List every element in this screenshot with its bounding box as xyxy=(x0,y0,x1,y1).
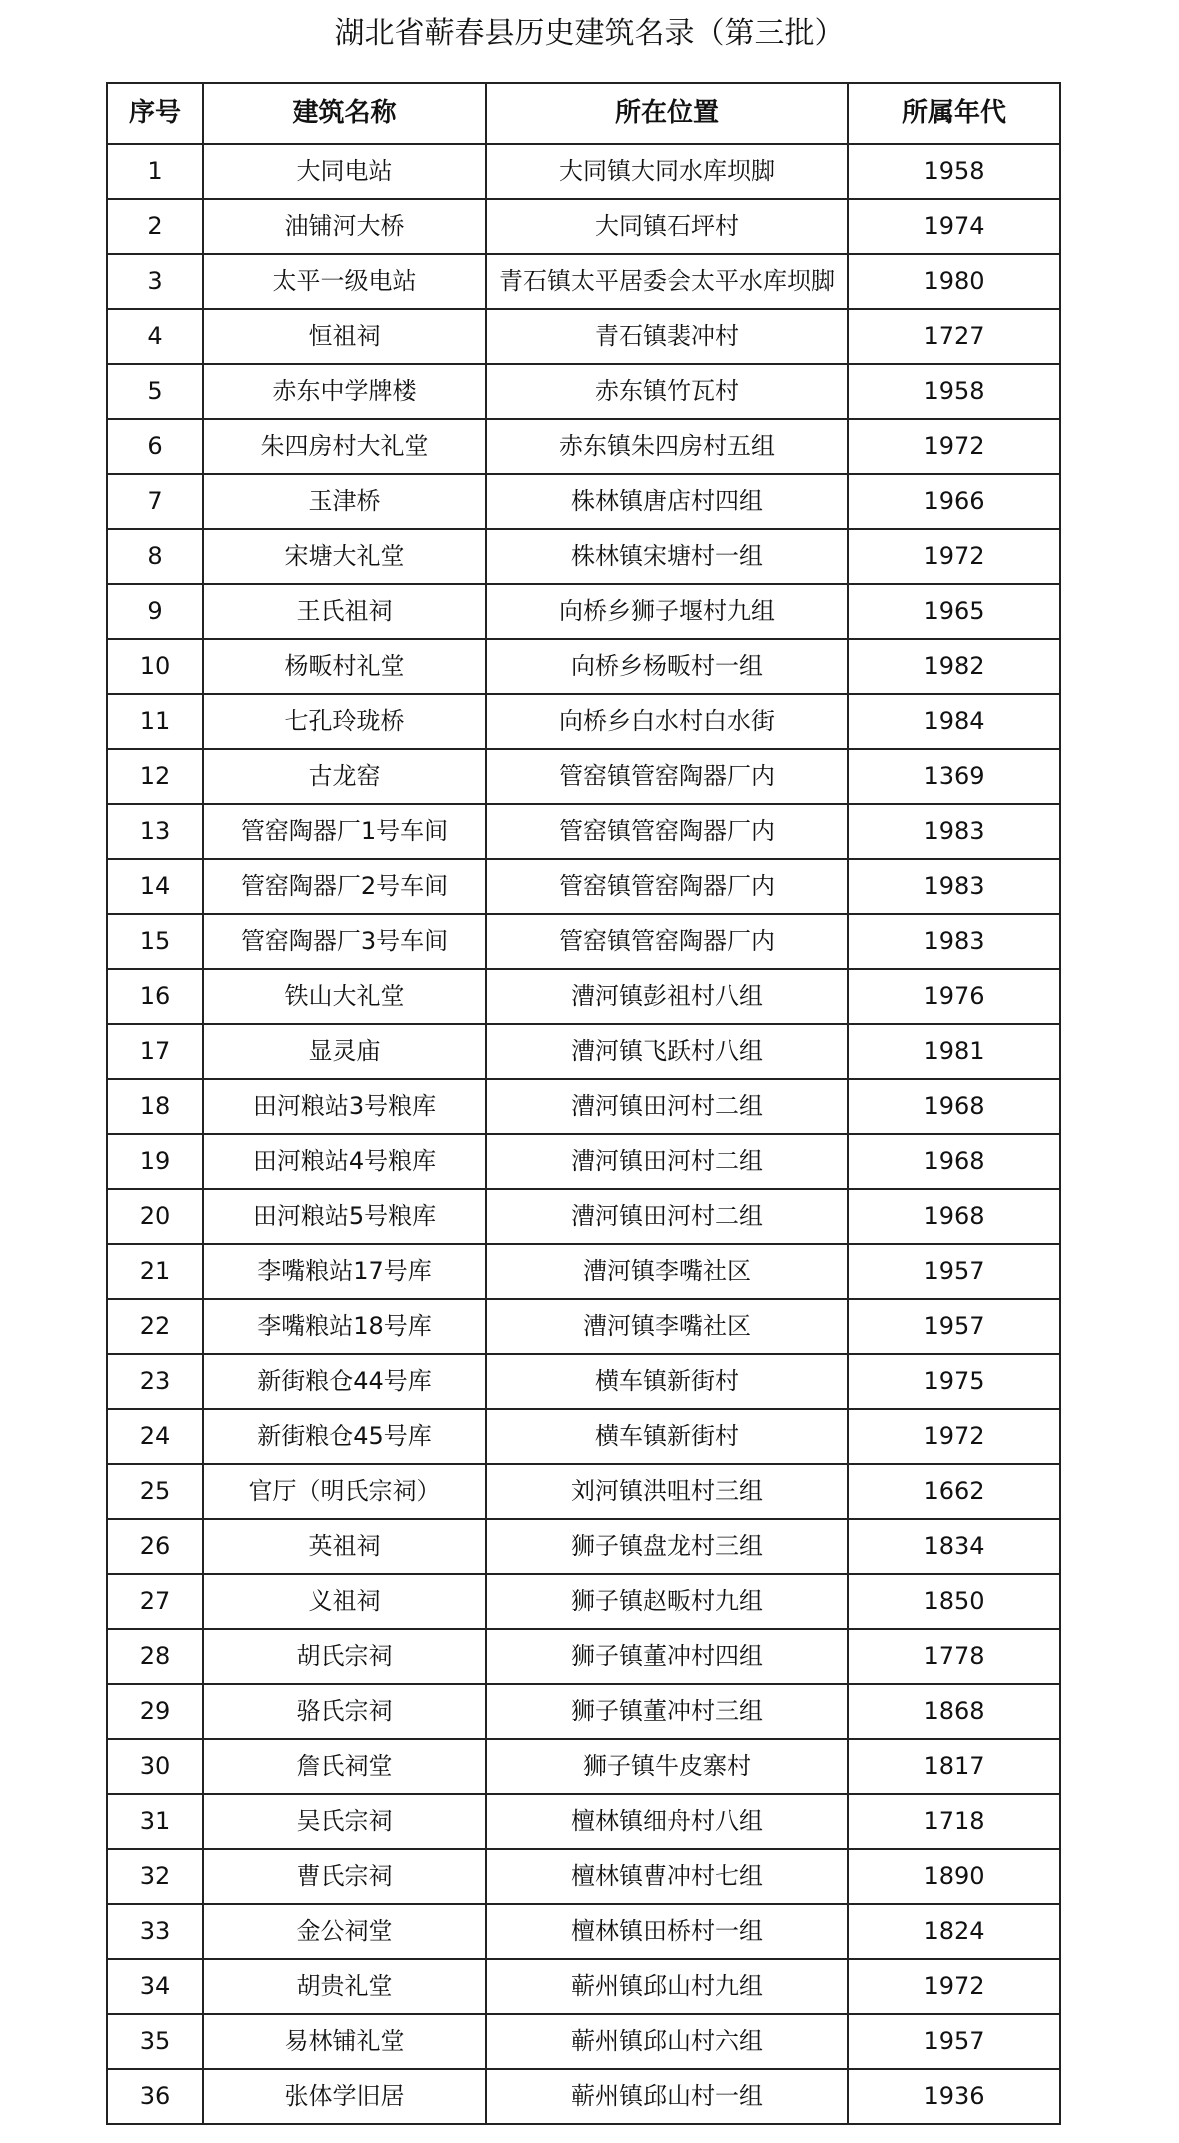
cell-location: 檀林镇细舟村八组 xyxy=(486,1794,848,1849)
cell-building-name: 杨畈村礼堂 xyxy=(203,639,486,694)
cell-building-name: 显灵庙 xyxy=(203,1024,486,1079)
cell-building-name: 赤东中学牌楼 xyxy=(203,364,486,419)
cell-location: 蕲州镇邱山村九组 xyxy=(486,1959,848,2014)
cell-building-name: 吴氏宗祠 xyxy=(203,1794,486,1849)
cell-serial-number: 33 xyxy=(107,1904,203,1959)
table-row xyxy=(107,1684,1060,1739)
table-row xyxy=(107,364,1060,419)
cell-era: 1975 xyxy=(848,1354,1060,1409)
cell-serial-number: 2 xyxy=(107,199,203,254)
cell-era: 1850 xyxy=(848,1574,1060,1629)
cell-serial-number: 25 xyxy=(107,1464,203,1519)
cell-era: 1718 xyxy=(848,1794,1060,1849)
table-row xyxy=(107,1574,1060,1629)
cell-era: 1983 xyxy=(848,859,1060,914)
cell-location: 大同镇大同水库坝脚 xyxy=(486,144,848,199)
cell-era: 1972 xyxy=(848,419,1060,474)
cell-building-name: 太平一级电站 xyxy=(203,254,486,309)
cell-location: 漕河镇田河村二组 xyxy=(486,1134,848,1189)
cell-serial-number: 29 xyxy=(107,1684,203,1739)
cell-building-name: 胡氏宗祠 xyxy=(203,1629,486,1684)
cell-serial-number: 24 xyxy=(107,1409,203,1464)
cell-building-name: 大同电站 xyxy=(203,144,486,199)
cell-serial-number: 3 xyxy=(107,254,203,309)
cell-building-name: 管窑陶器厂3号车间 xyxy=(203,914,486,969)
table-row xyxy=(107,419,1060,474)
cell-location: 狮子镇盘龙村三组 xyxy=(486,1519,848,1574)
table-row xyxy=(107,749,1060,804)
cell-building-name: 义祖祠 xyxy=(203,1574,486,1629)
cell-serial-number: 20 xyxy=(107,1189,203,1244)
table-row xyxy=(107,199,1060,254)
header-location: 所在位置 xyxy=(486,83,848,144)
table-row xyxy=(107,1519,1060,1574)
cell-era: 1976 xyxy=(848,969,1060,1024)
cell-era: 1958 xyxy=(848,144,1060,199)
cell-era: 1958 xyxy=(848,364,1060,419)
cell-era: 1972 xyxy=(848,1959,1060,2014)
cell-building-name: 管窑陶器厂2号车间 xyxy=(203,859,486,914)
table-row xyxy=(107,1354,1060,1409)
cell-serial-number: 14 xyxy=(107,859,203,914)
table-row xyxy=(107,1409,1060,1464)
cell-serial-number: 30 xyxy=(107,1739,203,1794)
cell-location: 蕲州镇邱山村一组 xyxy=(486,2069,848,2124)
table-row xyxy=(107,1244,1060,1299)
cell-era: 1890 xyxy=(848,1849,1060,1904)
cell-location: 漕河镇田河村二组 xyxy=(486,1079,848,1134)
table-row xyxy=(107,969,1060,1024)
cell-building-name: 王氏祖祠 xyxy=(203,584,486,639)
cell-serial-number: 1 xyxy=(107,144,203,199)
cell-building-name: 曹氏宗祠 xyxy=(203,1849,486,1904)
table-row xyxy=(107,144,1060,199)
cell-serial-number: 13 xyxy=(107,804,203,859)
cell-serial-number: 5 xyxy=(107,364,203,419)
cell-era: 1778 xyxy=(848,1629,1060,1684)
cell-era: 1968 xyxy=(848,1079,1060,1134)
table-row xyxy=(107,1464,1060,1519)
cell-era: 1966 xyxy=(848,474,1060,529)
cell-era: 1972 xyxy=(848,529,1060,584)
table-row xyxy=(107,804,1060,859)
cell-serial-number: 35 xyxy=(107,2014,203,2069)
cell-location: 横车镇新街村 xyxy=(486,1354,848,1409)
cell-building-name: 玉津桥 xyxy=(203,474,486,529)
cell-era: 1936 xyxy=(848,2069,1060,2124)
table-row xyxy=(107,529,1060,584)
cell-location: 向桥乡杨畈村一组 xyxy=(486,639,848,694)
table-row xyxy=(107,914,1060,969)
cell-serial-number: 27 xyxy=(107,1574,203,1629)
cell-building-name: 金公祠堂 xyxy=(203,1904,486,1959)
cell-building-name: 田河粮站5号粮库 xyxy=(203,1189,486,1244)
cell-serial-number: 34 xyxy=(107,1959,203,2014)
cell-location: 横车镇新街村 xyxy=(486,1409,848,1464)
cell-era: 1957 xyxy=(848,1299,1060,1354)
cell-building-name: 胡贵礼堂 xyxy=(203,1959,486,2014)
cell-serial-number: 12 xyxy=(107,749,203,804)
cell-serial-number: 31 xyxy=(107,1794,203,1849)
cell-serial-number: 32 xyxy=(107,1849,203,1904)
cell-location: 赤东镇朱四房村五组 xyxy=(486,419,848,474)
cell-building-name: 油铺河大桥 xyxy=(203,199,486,254)
cell-era: 1662 xyxy=(848,1464,1060,1519)
cell-era: 1369 xyxy=(848,749,1060,804)
cell-location: 刘河镇洪咀村三组 xyxy=(486,1464,848,1519)
cell-serial-number: 8 xyxy=(107,529,203,584)
cell-serial-number: 9 xyxy=(107,584,203,639)
cell-era: 1974 xyxy=(848,199,1060,254)
table-row xyxy=(107,2014,1060,2069)
cell-serial-number: 11 xyxy=(107,694,203,749)
cell-era: 1968 xyxy=(848,1134,1060,1189)
cell-location: 青石镇太平居委会太平水库坝脚 xyxy=(486,254,848,309)
cell-serial-number: 19 xyxy=(107,1134,203,1189)
cell-building-name: 骆氏宗祠 xyxy=(203,1684,486,1739)
table-row xyxy=(107,1849,1060,1904)
cell-location: 狮子镇董冲村三组 xyxy=(486,1684,848,1739)
cell-era: 1982 xyxy=(848,639,1060,694)
table-row xyxy=(107,1024,1060,1079)
cell-era: 1965 xyxy=(848,584,1060,639)
cell-location: 狮子镇董冲村四组 xyxy=(486,1629,848,1684)
cell-building-name: 恒祖祠 xyxy=(203,309,486,364)
table-row xyxy=(107,1794,1060,1849)
cell-location: 管窑镇管窑陶器厂内 xyxy=(486,914,848,969)
table-row xyxy=(107,474,1060,529)
cell-serial-number: 17 xyxy=(107,1024,203,1079)
cell-location: 狮子镇赵畈村九组 xyxy=(486,1574,848,1629)
cell-era: 1984 xyxy=(848,694,1060,749)
cell-serial-number: 18 xyxy=(107,1079,203,1134)
cell-building-name: 新街粮仓45号库 xyxy=(203,1409,486,1464)
header-era: 所属年代 xyxy=(848,83,1060,144)
cell-serial-number: 22 xyxy=(107,1299,203,1354)
cell-building-name: 英祖祠 xyxy=(203,1519,486,1574)
table-row xyxy=(107,1189,1060,1244)
cell-serial-number: 16 xyxy=(107,969,203,1024)
cell-location: 株林镇宋塘村一组 xyxy=(486,529,848,584)
cell-location: 檀林镇田桥村一组 xyxy=(486,1904,848,1959)
table-row xyxy=(107,1739,1060,1794)
building-list-table xyxy=(106,82,1061,2125)
cell-building-name: 詹氏祠堂 xyxy=(203,1739,486,1794)
cell-location: 青石镇裴冲村 xyxy=(486,309,848,364)
cell-era: 1817 xyxy=(848,1739,1060,1794)
cell-location: 管窑镇管窑陶器厂内 xyxy=(486,859,848,914)
cell-location: 管窑镇管窑陶器厂内 xyxy=(486,749,848,804)
cell-era: 1980 xyxy=(848,254,1060,309)
cell-location: 狮子镇牛皮寨村 xyxy=(486,1739,848,1794)
table-row xyxy=(107,254,1060,309)
page-title: 湖北省蕲春县历史建筑名录（第三批） xyxy=(334,16,845,51)
cell-building-name: 易林铺礼堂 xyxy=(203,2014,486,2069)
cell-building-name: 朱四房村大礼堂 xyxy=(203,419,486,474)
cell-building-name: 古龙窑 xyxy=(203,749,486,804)
cell-location: 蕲州镇邱山村六组 xyxy=(486,2014,848,2069)
cell-era: 1968 xyxy=(848,1189,1060,1244)
cell-era: 1983 xyxy=(848,804,1060,859)
cell-location: 漕河镇李嘴社区 xyxy=(486,1244,848,1299)
cell-location: 向桥乡狮子堰村九组 xyxy=(486,584,848,639)
cell-building-name: 李嘴粮站18号库 xyxy=(203,1299,486,1354)
cell-era: 1834 xyxy=(848,1519,1060,1574)
cell-location: 漕河镇田河村二组 xyxy=(486,1189,848,1244)
cell-serial-number: 36 xyxy=(107,2069,203,2124)
cell-serial-number: 6 xyxy=(107,419,203,474)
table-row xyxy=(107,309,1060,364)
table-row xyxy=(107,1299,1060,1354)
cell-serial-number: 28 xyxy=(107,1629,203,1684)
cell-building-name: 官厅（明氏宗祠） xyxy=(203,1464,486,1519)
table-header-row xyxy=(107,83,1060,144)
cell-serial-number: 21 xyxy=(107,1244,203,1299)
cell-serial-number: 10 xyxy=(107,639,203,694)
cell-location: 赤东镇竹瓦村 xyxy=(486,364,848,419)
cell-serial-number: 23 xyxy=(107,1354,203,1409)
table-row xyxy=(107,1079,1060,1134)
cell-building-name: 张体学旧居 xyxy=(203,2069,486,2124)
table-row xyxy=(107,1904,1060,1959)
cell-location: 大同镇石坪村 xyxy=(486,199,848,254)
cell-building-name: 管窑陶器厂1号车间 xyxy=(203,804,486,859)
cell-era: 1981 xyxy=(848,1024,1060,1079)
header-serial-number: 序号 xyxy=(107,83,203,144)
cell-serial-number: 7 xyxy=(107,474,203,529)
cell-era: 1868 xyxy=(848,1684,1060,1739)
table-row xyxy=(107,2069,1060,2124)
table-row xyxy=(107,1959,1060,2014)
cell-building-name: 七孔玲珑桥 xyxy=(203,694,486,749)
cell-era: 1957 xyxy=(848,2014,1060,2069)
table-body xyxy=(107,144,1060,2124)
cell-location: 檀林镇曹冲村七组 xyxy=(486,1849,848,1904)
cell-era: 1727 xyxy=(848,309,1060,364)
cell-building-name: 铁山大礼堂 xyxy=(203,969,486,1024)
cell-location: 漕河镇李嘴社区 xyxy=(486,1299,848,1354)
table-row xyxy=(107,1134,1060,1189)
table-row xyxy=(107,584,1060,639)
cell-serial-number: 4 xyxy=(107,309,203,364)
cell-serial-number: 15 xyxy=(107,914,203,969)
table-row xyxy=(107,694,1060,749)
cell-location: 漕河镇飞跃村八组 xyxy=(486,1024,848,1079)
cell-building-name: 田河粮站3号粮库 xyxy=(203,1079,486,1134)
cell-era: 1957 xyxy=(848,1244,1060,1299)
cell-building-name: 新街粮仓44号库 xyxy=(203,1354,486,1409)
cell-era: 1824 xyxy=(848,1904,1060,1959)
table-row xyxy=(107,859,1060,914)
cell-era: 1972 xyxy=(848,1409,1060,1464)
cell-location: 漕河镇彭祖村八组 xyxy=(486,969,848,1024)
cell-building-name: 李嘴粮站17号库 xyxy=(203,1244,486,1299)
cell-building-name: 田河粮站4号粮库 xyxy=(203,1134,486,1189)
cell-location: 向桥乡白水村白水街 xyxy=(486,694,848,749)
header-building-name: 建筑名称 xyxy=(203,83,486,144)
cell-building-name: 宋塘大礼堂 xyxy=(203,529,486,584)
table-row xyxy=(107,639,1060,694)
cell-location: 株林镇唐店村四组 xyxy=(486,474,848,529)
cell-era: 1983 xyxy=(848,914,1060,969)
cell-serial-number: 26 xyxy=(107,1519,203,1574)
table-row xyxy=(107,1629,1060,1684)
cell-location: 管窑镇管窑陶器厂内 xyxy=(486,804,848,859)
